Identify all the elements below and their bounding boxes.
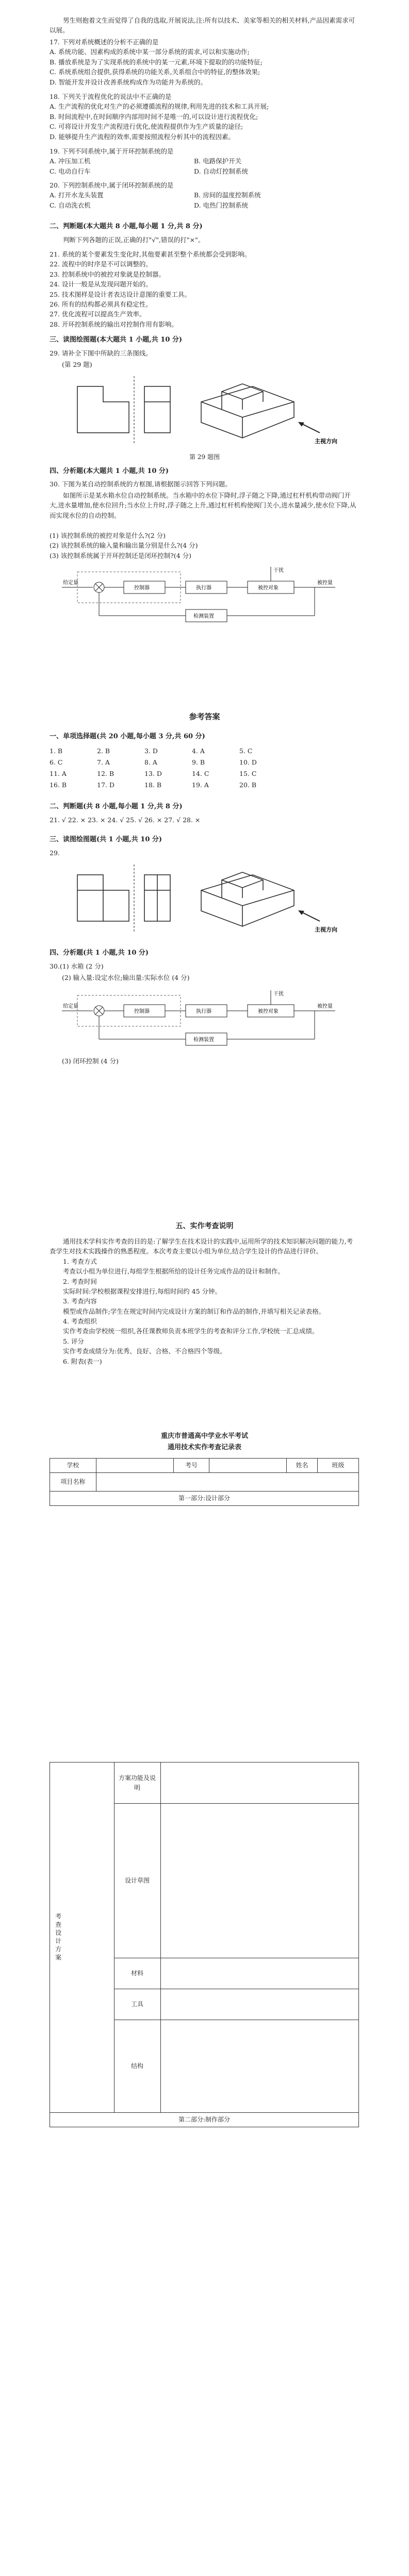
draw-sub: (第 29 题) — [62, 361, 92, 368]
judge-item: 23. 控制系统中的被控对象就是控制器。 — [50, 270, 165, 278]
q17-option: B. 播放系统是为了实现系统的系统中的某一元素,环境下提取的的功能特征; — [50, 58, 263, 66]
controller-label: 控制器 — [134, 585, 150, 591]
practical-para: 2. 考查时间 — [63, 1277, 97, 1285]
answer-cell: 20. B — [239, 781, 257, 789]
disturbance-label: 干扰 — [273, 991, 284, 997]
q18-option: A. 生产流程的优化对生产的必须遵循流程的规律,利用先进的技术和工具开展; — [50, 103, 269, 111]
row-label: 设计草图 — [114, 1804, 160, 1958]
answers-s4: 四、分析题(共 1 小题,共 10 分) — [50, 949, 149, 957]
q19-option: A. 冲压加工机 — [50, 157, 91, 165]
q17-option: D. 智能开发并设计改善系统构成作为功能并为系统的。 — [50, 78, 207, 86]
q19-option: C. 电动自行车 — [50, 167, 91, 175]
figure-caption: 第 29 题图 — [189, 453, 220, 461]
plant-label: 被控对象 — [258, 1009, 279, 1014]
project-name-label: 项目名称 — [50, 1473, 96, 1492]
output-label: 被控量 — [317, 580, 333, 586]
block-diagram-answer — [57, 985, 346, 1052]
id-value — [209, 1459, 287, 1473]
head-class: 班级 — [318, 1459, 359, 1473]
question-17 — [50, 37, 359, 87]
row-label: 方案功能及说明 — [114, 1762, 160, 1804]
practical-para: 实际时间:学校根据课程安排进行,每组时间约 45 分钟。 — [63, 1287, 222, 1295]
q17-option: C. 系统系统组合提供,获得系统的功能关系,关系组合中的特征,的整体效果; — [50, 68, 260, 76]
row-field[interactable] — [160, 1989, 358, 2020]
practical-title: 五、实作考查说明 — [175, 1222, 234, 1230]
practical-para: 5. 评分 — [63, 1337, 84, 1345]
head-school: 学校 — [50, 1459, 96, 1473]
front-view-answer — [77, 875, 129, 921]
q18-stem: 18. 下列关于流程优化的说法中不正确的是 — [50, 93, 172, 100]
practical-para: 考查以小组为单位进行,每组学生根据所给的设计任务完成作品的设计和制作。 — [63, 1267, 284, 1276]
front-view — [77, 386, 129, 433]
practical-para: 实作考查由学校统一组织,各任课教师负责本班学生的考查和评分工作,学校统一汇总成绩。 — [63, 1327, 319, 1335]
practical-para: 通用技术学科实作考查的目的是:了解学生在技术设计的实践中,运用所学的技术知识解决问题的能力,考查学生对技术实践操作的熟悉程度。本次考查主要以小组为单位,结合学生设计的作品进行评价。 — [50, 1238, 353, 1256]
q17-stem: 17. 下列对系统概述的分析不正确的是 — [50, 38, 159, 46]
answer-cell: 8. A — [144, 758, 157, 766]
analysis-question: 30. 下图为某自动控制系统的方框图,请根据图示回答下列问题。 — [50, 480, 232, 488]
answer-cell: 5. C — [239, 747, 253, 755]
controller-label: 控制器 — [134, 1009, 150, 1014]
answer-cell: 10. D — [239, 758, 257, 766]
plant-label: 被控对象 — [258, 585, 279, 591]
practical-para: 3. 考查内容 — [63, 1297, 97, 1306]
q19-option: D. 自动灯控制系统 — [194, 167, 249, 175]
row-label: 工具 — [114, 1989, 160, 2020]
q20-option: D. 电热门控制系统 — [194, 201, 249, 209]
disturbance-label: 干扰 — [273, 568, 284, 573]
feedback-label: 检测装置 — [193, 614, 214, 619]
analysis-title: 四、分析题(本大题共 1 小题,共 10 分) — [50, 467, 169, 475]
q20-option: B. 房间的温度控制系统 — [194, 191, 261, 199]
answers-s1: 一、单项选择题(共 20 小题,每小题 3 分,共 60 分) — [50, 733, 205, 740]
answer-cell: 13. D — [144, 770, 162, 777]
part1-label: 第一部分:设计部分 — [50, 1492, 359, 1506]
practical-para: 模型或作品制作;学生在规定时间内完成设计方案的制订和作品的制作,并填写相关记录表格。 — [63, 1307, 325, 1315]
answers-grid — [50, 746, 359, 791]
judge-item: 28. 开环控制系统的输出对控制作用有影响。 — [50, 320, 178, 328]
school-value — [96, 1459, 173, 1473]
answers-row — [50, 757, 359, 769]
practical-para: 6. 附表(表一) — [63, 1357, 102, 1365]
judge-item: 21. 系统的某个要素发生变化时,其他要素甚至整个系统都会受到影响。 — [50, 250, 251, 258]
practical-para: 实作考查成绩分为:优秀、良好、合格、不合格四个等级。 — [63, 1347, 226, 1355]
answer-cell: 11. A — [50, 770, 67, 777]
row-field[interactable] — [160, 1804, 358, 1958]
analysis-subq: (2) 该控制系统的输入量和输出量分别是什么?(4 分) — [50, 541, 198, 550]
project-name-value — [96, 1473, 358, 1492]
three-view-drawing-1 — [72, 371, 340, 448]
input-label: 给定量 — [63, 1004, 78, 1009]
direction-label: 主视方向 — [315, 438, 337, 445]
practical-body — [50, 1236, 359, 1366]
practical-para: 1. 考查方式 — [63, 1257, 97, 1265]
practical-para: 4. 考查组织 — [63, 1317, 97, 1325]
actuator-label: 执行器 — [196, 1009, 211, 1014]
analysis-subquestions — [50, 531, 359, 561]
answer-cell: 1. B — [50, 747, 63, 755]
answer-cell: 2. B — [97, 747, 110, 755]
row-label: 材料 — [114, 1958, 160, 1989]
answer-cell: 18. B — [144, 781, 162, 789]
q17-option: A. 系统功能、因素构成的系统中某一部分系统的需求,可以和实施动作; — [50, 48, 250, 56]
sheet-title-1: 重庆市普通高中学业水平考试 — [160, 1432, 248, 1440]
judge-title: 二、判断题(本大题共 8 小题,每小题 1 分,共 8 分) — [50, 223, 203, 230]
answer-cell: 7. A — [97, 758, 110, 766]
judge-list — [50, 249, 359, 329]
question-19 — [50, 146, 359, 176]
answer-cell: 9. B — [192, 758, 205, 766]
answers-title: 参考答案 — [189, 712, 220, 721]
block-diagram-1 — [57, 562, 346, 629]
q19-option: B. 电路保护开关 — [194, 157, 242, 165]
intro-text: 男生则抱着文生而觉得了自我的选取,开展说法,注:所有以技术、美家等相关的相关材料,产品因素需求可以展。 — [50, 16, 355, 35]
head-name: 姓名 — [287, 1459, 318, 1473]
judge-item: 25. 技术图样是设计者表达设计意图的重要工具。 — [50, 290, 191, 298]
judge-item: 26. 所有的结构都必须具有稳定性。 — [50, 300, 152, 308]
answer-cell: 17. D — [97, 781, 114, 789]
direction-arrow — [298, 422, 320, 433]
head-id: 考号 — [173, 1459, 209, 1473]
q18-option: C. 可将设计开发生产流程进行优化,使流程提供作为生产质量的途径; — [50, 123, 243, 131]
q19-stem: 19. 下列不同系统中,属于开环控制系统的是 — [50, 147, 174, 155]
row-field[interactable] — [160, 1958, 358, 1989]
question-18 — [50, 92, 359, 142]
draw-question: 29. 请补全下图中所缺的三条图线。 — [50, 349, 152, 357]
answer-cell: 3. D — [144, 747, 158, 755]
answers-s4-q3: (3) 闭环控制 (4 分) — [62, 1057, 119, 1065]
answer-cell: 19. A — [192, 781, 209, 789]
q20-option: C. 自动洗衣机 — [50, 201, 91, 209]
output-label: 被控量 — [317, 1004, 333, 1009]
answers-row — [50, 780, 359, 791]
feedback-label: 检测装置 — [193, 1037, 214, 1043]
side-view — [144, 386, 170, 433]
analysis-subq: (3) 该控制系统属于开环控制还是闭环控制?(4 分) — [50, 551, 192, 560]
sheet-design-table — [50, 1762, 359, 2127]
judge-lead: 判断下列各题的正误,正确的打"√",错误的打"×"。 — [63, 236, 205, 244]
answers-s3-q: 29. — [50, 849, 60, 857]
answers-s2-line: 21. √ 22. × 23. × 24. √ 25. √ 26. × 27. √ 28. × — [50, 816, 201, 824]
part2-label: 第二部分:制作部分 — [50, 2113, 359, 2127]
answers-s2: 二、判断题(共 8 小题,每小题 1 分,共 8 分) — [50, 803, 183, 810]
design-side-cell — [50, 1762, 114, 2113]
judge-item: 24. 设计一般是从发现问题开始的。 — [50, 280, 152, 289]
row-field[interactable] — [160, 2020, 358, 2113]
answer-cell: 6. C — [50, 758, 63, 766]
answer-cell: 12. B — [97, 770, 114, 777]
sheet-header-table — [50, 1458, 359, 1506]
row-label: 结构 — [114, 2020, 160, 2113]
iso-body — [201, 386, 294, 438]
judge-item: 22. 流程中的时序是不可以调整的。 — [50, 260, 152, 268]
input-label: 给定量 — [63, 580, 78, 586]
direction-label-answer: 主视方向 — [315, 926, 337, 933]
question-20 — [50, 180, 359, 210]
row-field[interactable] — [160, 1762, 358, 1804]
design-side-label: 考查设计方案 — [54, 1912, 62, 1962]
q18-option: B. 时间流程中,在时间顺序内部用时间不是唯一的,可以设计进行流程优化; — [50, 112, 258, 121]
judge-item: 27. 优化流程可以提高生产效率。 — [50, 310, 146, 318]
answers-s4-q2: (2) 输入量:设定水位;输出量:实际水位 (4 分) — [62, 974, 190, 981]
answers-s3: 三、读图绘图题(共 1 小题,共 10 分) — [50, 836, 162, 843]
answer-cell: 4. A — [192, 747, 205, 755]
q20-option: A. 打开水龙头装置 — [50, 191, 104, 199]
answers-row — [50, 769, 359, 780]
q20-stem: 20. 下列控制系统中,属于闭环控制系统的是 — [50, 181, 174, 189]
analysis-text: 如图所示是某水箱水位自动控制系统。当水箱中的水位下降时,浮子随之下降,通过杠杆机构带动阀门开大,进水量增加,使水位回升;当水位上升时,浮子随之上升,通过杠杆机构使阀门关小,进水量减少,使水位下降,从而实现水位的自动控制。 — [50, 492, 356, 519]
three-view-drawing-answer — [72, 859, 340, 937]
actuator-label: 执行器 — [196, 585, 211, 591]
analysis-subq: (1) 该控制系统的被控对象是什么?(2 分) — [50, 532, 166, 539]
answer-cell: 15. C — [239, 770, 257, 777]
answer-cell: 14. C — [192, 770, 209, 777]
answers-row — [50, 746, 359, 757]
sheet-title-2: 通用技术实作考查记录表 — [167, 1444, 241, 1451]
answers-s4-q: 30.(1) 水箱 (2 分) — [50, 962, 104, 970]
q18-option: D. 能够提升生产流程的效率,需要按照流程分析其中的流程因素。 — [50, 132, 235, 141]
side-view-answer — [144, 875, 170, 921]
draw-title: 三、读图绘图题(本大题共 1 小题,共 10 分) — [50, 336, 183, 344]
answer-cell: 16. B — [50, 781, 67, 789]
